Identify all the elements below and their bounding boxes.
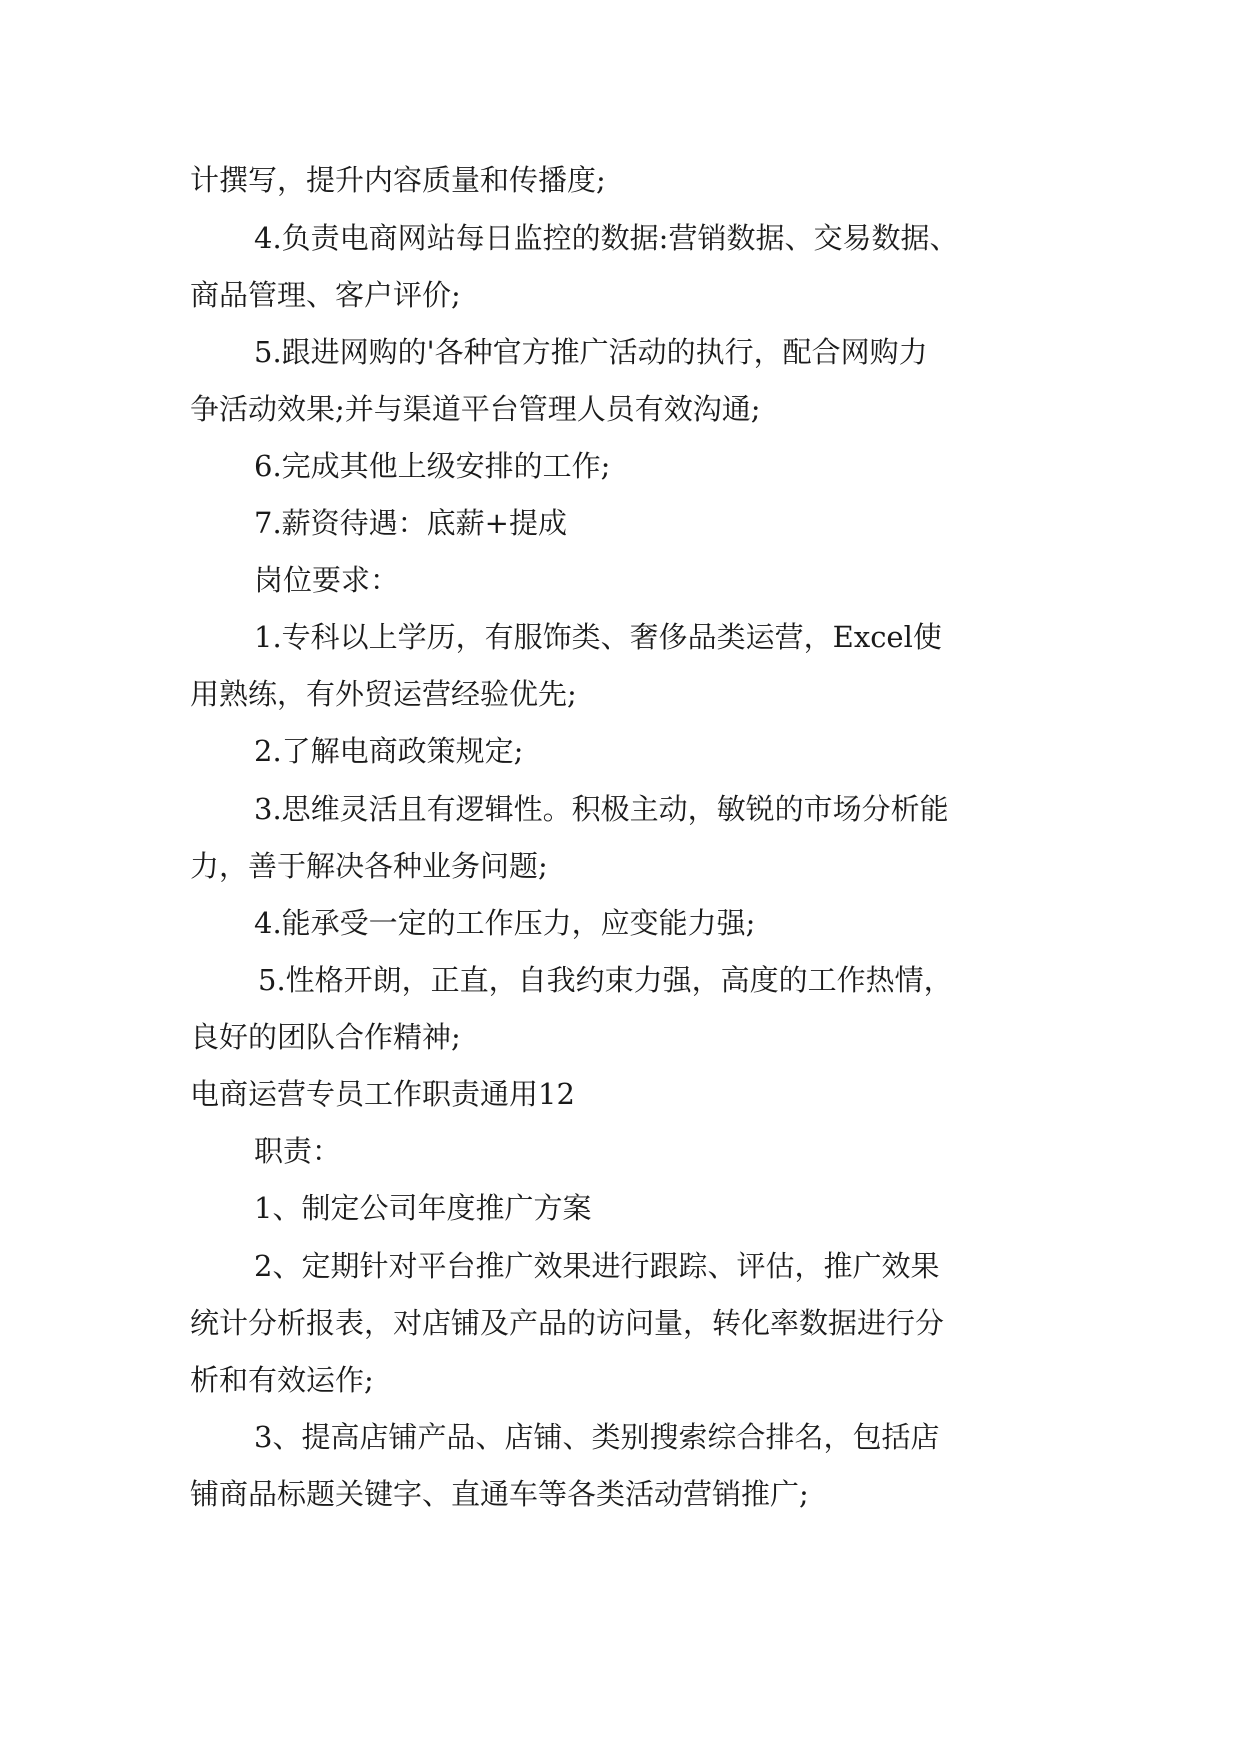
section-heading: 岗位要求： <box>254 563 400 597</box>
text-line: 4.能承受一定的工作压力，应变能力强; <box>254 906 756 940</box>
text-line: 2.了解电商政策规定; <box>254 734 524 768</box>
text-line: 5.性格开朗，正直，自我约束力强，高度的工作热情， <box>258 963 953 997</box>
text-line: 6.完成其他上级安排的工作; <box>254 449 611 483</box>
text-line: 1、制定公司年度推广方案 <box>254 1191 592 1225</box>
text-line: 7.薪资待遇：底薪+提成 <box>254 506 567 540</box>
text-line: 3、提高店铺产品、店铺、类别搜索综合排名，包括店 <box>254 1420 940 1454</box>
text-line: 争活动效果;并与渠道平台管理人员有效沟通; <box>190 392 761 426</box>
text-line: 1.专科以上学历，有服饰类、奢侈品类运营，Excel使 <box>254 620 942 654</box>
text-line: 3.思维灵活且有逻辑性。积极主动，敏锐的市场分析能 <box>254 792 949 826</box>
text-line: 用熟练，有外贸运营经验优先; <box>190 677 577 711</box>
text-line: 统计分析报表，对店铺及产品的访问量，转化率数据进行分 <box>190 1306 945 1340</box>
text-line: 力，善于解决各种业务问题; <box>190 849 548 883</box>
section-title: 电商运营专员工作职责通用12 <box>190 1077 575 1111</box>
text-line: 铺商品标题关键字、直通车等各类活动营销推广; <box>190 1477 809 1511</box>
text-line: 4.负责电商网站每日监控的数据:营销数据、交易数据、 <box>254 221 959 255</box>
section-heading: 职责： <box>254 1134 342 1168</box>
text-line: 商品管理、客户评价; <box>190 278 461 312</box>
text-line: 良好的团队合作精神; <box>190 1020 461 1054</box>
text-line: 计撰写，提升内容质量和传播度; <box>190 163 606 197</box>
text-line: 2、定期针对平台推广效果进行跟踪、评估，推广效果 <box>254 1249 940 1283</box>
text-line: 5.跟进网购的'各种官方推广活动的执行，配合网购力 <box>254 335 928 369</box>
text-line: 析和有效运作; <box>190 1363 374 1397</box>
